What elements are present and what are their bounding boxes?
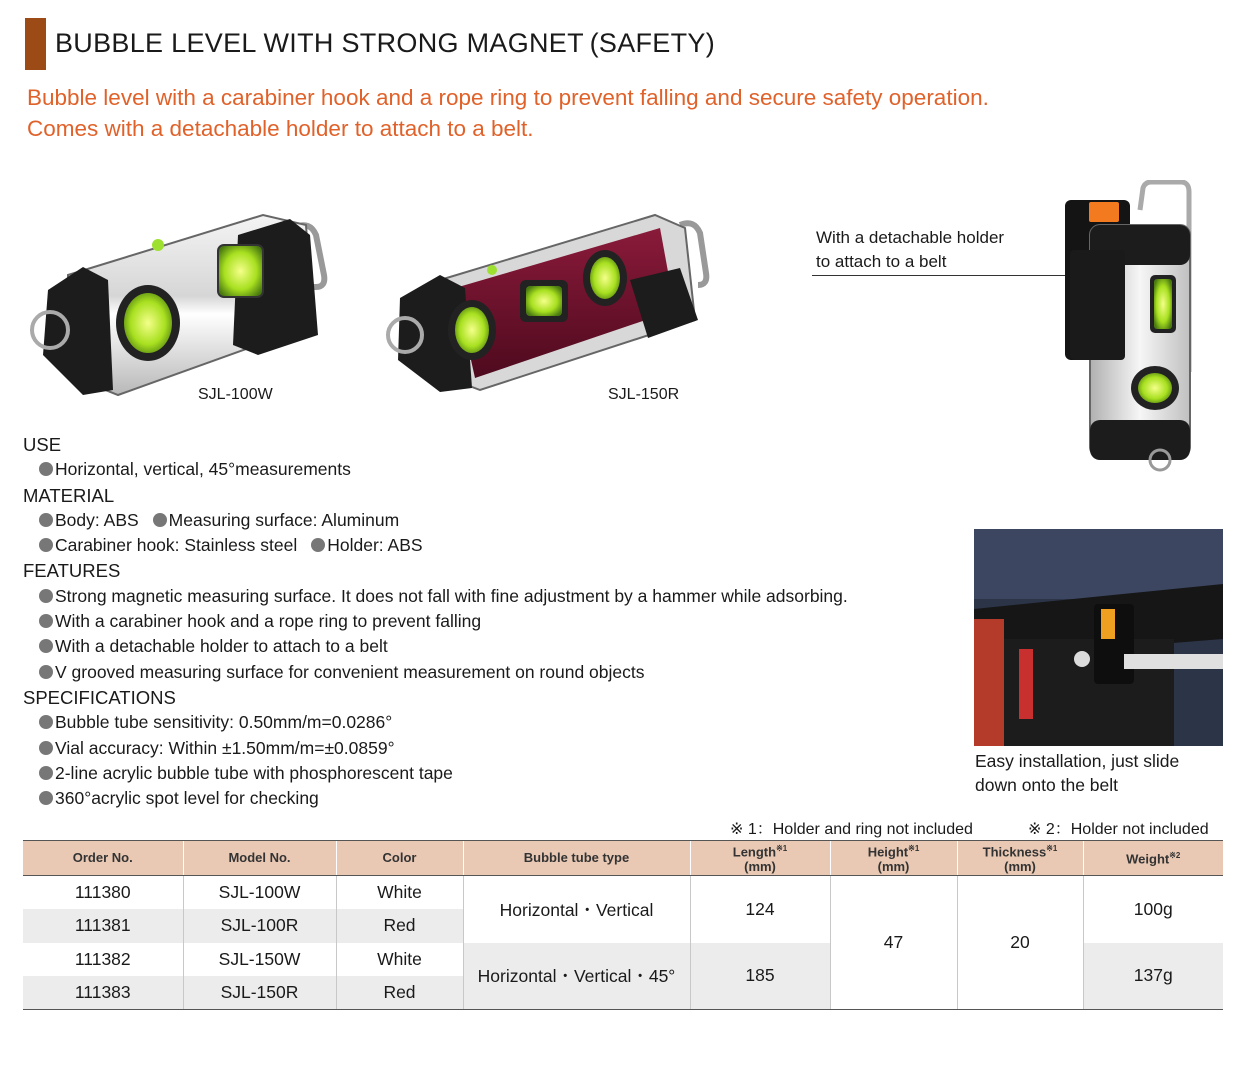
bullet-icon <box>39 766 53 780</box>
header-height: Height$^{※1}$ (mm) <box>830 841 957 876</box>
product-caption-sjl-150r: SJL-150R <box>608 386 680 403</box>
table-row <box>23 876 1223 910</box>
cell-order-no: 111383 <box>23 976 183 1010</box>
cell-height: 47 <box>830 876 957 1010</box>
material-row: Body: ABS Measuring surface: Aluminum <box>23 508 848 533</box>
cell-color: White <box>336 943 463 977</box>
cell-weight: 137g <box>1083 943 1223 1010</box>
cell-length: 185 <box>690 943 830 1010</box>
bullet-icon <box>39 791 53 805</box>
cell-thickness: 20 <box>957 876 1083 1010</box>
cell-model-no: SJL-100R <box>183 909 336 943</box>
feature-item: Strong magnetic measuring surface. It does not fall with fine adjustment by a hammer while adsorbing. <box>23 584 848 609</box>
feature-item: With a detachable holder to attach to a belt <box>23 634 848 659</box>
header-model-no: Model No. <box>183 841 336 876</box>
bullet-icon <box>39 462 53 476</box>
material-row: Carabiner hook: Stainless steel Holder: ABS <box>23 533 848 558</box>
cell-bubble-tube-type: Horizontal・Vertical <box>463 876 690 943</box>
cell-order-no: 111380 <box>74 882 131 902</box>
bullet-icon <box>39 715 53 729</box>
feature-item: With a carabiner hook and a rope ring to prevent falling <box>23 609 848 634</box>
header-bubble-tube-type: Bubble tube type <box>463 841 690 876</box>
bullet-icon <box>153 513 167 527</box>
bullet-icon <box>39 589 53 603</box>
product-image-sjl-150r <box>380 210 730 395</box>
cell-order-no: 111382 <box>74 948 131 969</box>
cell-bubble-tube-type: Horizontal・Vertical・45° <box>463 943 690 1010</box>
header-length: Length$^{※1}$ (mm) <box>690 841 830 876</box>
table-header-row <box>23 841 1223 876</box>
note-2: ※ 2：Holder not included <box>1028 821 1209 838</box>
header-weight: Weight$^{※2}$ <box>1083 841 1223 876</box>
specifications-heading: SPECIFICATIONS <box>23 686 176 708</box>
header-order-no: Order No. <box>23 841 183 876</box>
product-image-sjl-100w <box>28 205 333 400</box>
cell-model-no: SJL-150W <box>183 943 336 977</box>
specification-item: 360°acrylic spot level for checking <box>23 786 848 811</box>
bullet-icon <box>39 513 53 527</box>
holder-callout-line <box>812 275 1068 276</box>
description-sections <box>23 432 848 811</box>
title-accent-bar <box>25 18 46 70</box>
product-image-with-holder <box>1055 180 1205 472</box>
specification-item: 2-line acrylic bubble tube with phosphorescent tape <box>23 761 848 786</box>
spec-table <box>23 840 1223 1010</box>
note-1: ※ 1：Holder and ring not included <box>730 821 973 838</box>
cell-color: White <box>336 876 463 910</box>
cell-color: Red <box>336 909 463 943</box>
cell-model-no: SJL-100W <box>183 876 336 910</box>
use-item: Horizontal, vertical, 45°measurements <box>23 457 848 482</box>
belt-installation-photo <box>974 529 1223 746</box>
holder-callout-label: With a detachable holder to attach to a belt <box>816 228 1005 271</box>
cell-weight: 100g <box>1083 876 1223 943</box>
bullet-icon <box>39 614 53 628</box>
specification-item: Vial accuracy: Within ±1.50mm/m=±0.0859° <box>23 736 848 761</box>
bullet-icon <box>39 639 53 653</box>
specification-item: Bubble tube sensitivity: 0.50mm/m=0.0286° <box>23 710 848 735</box>
use-heading: USE <box>23 434 62 455</box>
features-heading: FEATURES <box>23 560 121 582</box>
cell-model-no: SJL-150R <box>183 976 336 1010</box>
page-title: BUBBLE LEVEL WITH STRONG MAGNET (SAFETY) <box>55 28 715 58</box>
subtitle-line-2: Comes with a detachable holder to attach to a belt. <box>27 116 534 141</box>
header-color: Color <box>336 841 463 876</box>
bullet-icon <box>39 665 53 679</box>
subtitle <box>27 82 989 144</box>
bullet-icon <box>39 741 53 755</box>
photo-caption: Easy installation, just slide down onto the belt <box>975 751 1180 795</box>
cell-order-no: 111381 <box>23 909 183 943</box>
bullet-icon <box>311 538 325 552</box>
bullet-icon <box>39 538 53 552</box>
feature-item: V grooved measuring surface for convenient measurement on round objects <box>23 660 848 685</box>
product-caption-sjl-100w: SJL-100W <box>198 386 273 403</box>
cell-color: Red <box>336 976 463 1010</box>
subtitle-line-1: Bubble level with a carabiner hook and a rope ring to prevent falling and secure safety operation. <box>27 85 989 110</box>
material-heading: MATERIAL <box>23 484 115 506</box>
cell-length: 124 <box>690 876 830 943</box>
header-thickness: Thickness$^{※1}$ (mm) <box>957 841 1083 876</box>
